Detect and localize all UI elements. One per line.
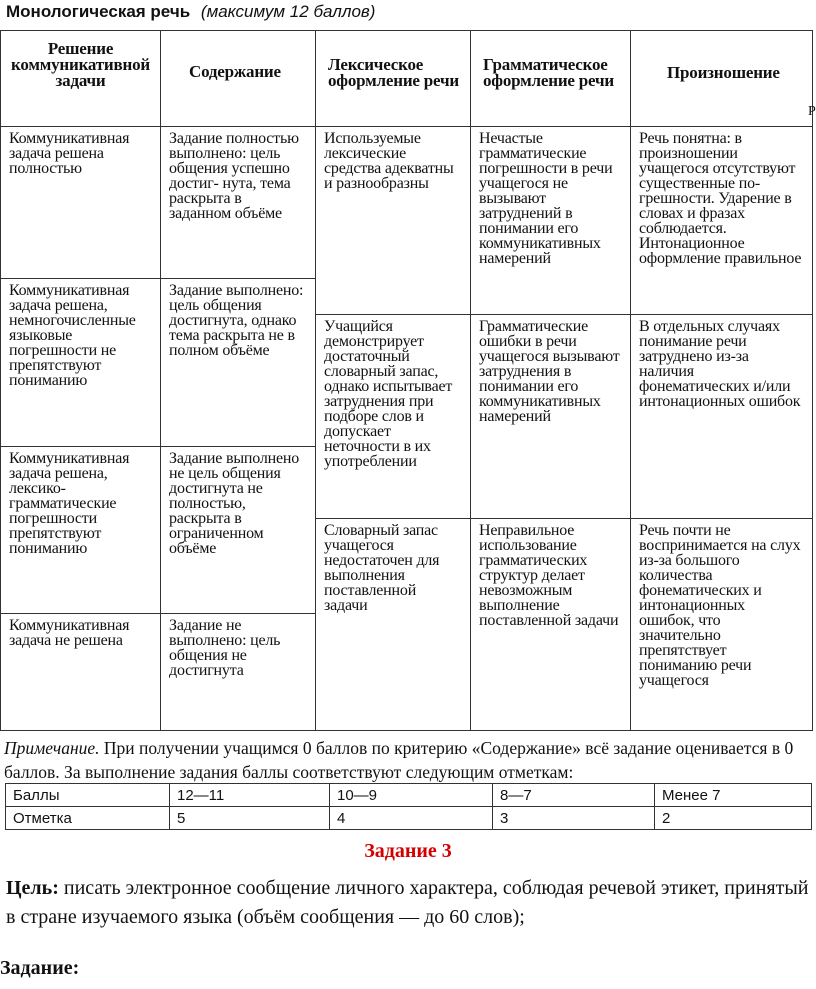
task-level-2: Коммуникативная задача решена, немногочисленные языковые погрешности не препятствуют пониманию xyxy=(1,279,161,447)
points-cell: 10—9 xyxy=(330,784,493,807)
points-cell: 8—7 xyxy=(493,784,655,807)
task-level-3: Коммуникативная задача решена, лексико-грамматические погрешности препятствуют пониманию xyxy=(1,447,161,614)
grade-row xyxy=(6,807,812,830)
pronunciation-level-2: В отдельных случаях понимание речи затруднено из-за наличия фонематических и/или интонационных ошибок xyxy=(631,315,813,519)
section-title xyxy=(6,2,375,22)
lexical-level-3: Словарный запас учащегося недостаточен для выполнения поставленной задачи xyxy=(316,519,471,731)
lexical-level-1: Используемые лексические средства адекватны и разнообразны xyxy=(316,127,471,315)
goal-label: Цель: xyxy=(6,877,59,899)
grade-cell: 4 xyxy=(330,807,493,830)
section-title-main: Монологическая речь xyxy=(6,2,191,21)
header-lexical: Лексическое оформление речи xyxy=(316,31,471,127)
points-cell: 12—11 xyxy=(170,784,330,807)
grade-cell: 3 xyxy=(493,807,655,830)
grammar-level-3: Неправильное использование грамматических структур делает невозможным выполнение поставленной задачи xyxy=(471,519,631,731)
task-level-1: Коммуникативная задача решена полностью xyxy=(1,127,161,279)
task3-goal xyxy=(6,874,811,932)
grade-cell: 2 xyxy=(655,807,812,830)
note xyxy=(4,736,816,784)
points-cell: Менее 7 xyxy=(655,784,812,807)
note-text: При получении учащимся 0 баллов по критерию «Содержание» всё задание оценивается в 0 баллов. За выполнение задания баллы соответствуют следующим отметкам: xyxy=(4,738,794,782)
points-row xyxy=(6,784,812,807)
lexical-level-2: Учащийся демонстрирует достаточный словарный запас, однако испытывает затруднения при подборе слов и допускает неточности в их употреблении xyxy=(316,315,471,519)
header-pronunciation: Произношение xyxy=(631,31,813,127)
header-grammar: Грамматическое оформление речи xyxy=(471,31,631,127)
section-title-subtitle: (максимум 12 баллов) xyxy=(200,2,376,21)
pronunciation-level-3: Речь почти не воспринимается на слух из-за большого количества фонематических и интонационных ошибок, что значительно препятствует пониманию речи учащегося xyxy=(631,519,813,731)
header-content: Содержание xyxy=(161,31,316,127)
task3-heading: Задание 3 xyxy=(364,840,452,862)
content-level-1: Задание полностью выполнено: цель общения успешно достиг- нута, тема раскрыта в заданном объёме xyxy=(161,127,316,279)
header-task: Решение коммуникативной задачи xyxy=(1,31,161,127)
pronunciation-level-1: Речь понятна: в произношении учащегося отсутствуют существенные по- грешности. Ударение в словах и фразах соблюдается. Интонационное оформление правильное xyxy=(631,127,813,315)
task-level-4: Коммуникативная задача не решена xyxy=(1,614,161,731)
grade-label: Отметка xyxy=(6,807,170,830)
content-level-2: Задание выполнено: цель общения достигнута, однако тема раскрыта не в полном объёме xyxy=(161,279,316,447)
cropped-edge-letter: Р xyxy=(808,104,816,119)
note-label: Примечание. xyxy=(4,738,100,758)
points-label: Баллы xyxy=(6,784,170,807)
points-table xyxy=(5,783,812,830)
criteria-table xyxy=(0,30,813,731)
grammar-level-2: Грамматические ошибки в речи учащегося вызывают затруднения в понимании его коммуникативных намерений xyxy=(471,315,631,519)
grade-cell: 5 xyxy=(170,807,330,830)
content-level-4: Задание не выполнено: цель общения не достигнута xyxy=(161,614,316,731)
goal-text: писать электронное сообщение личного характера, соблюдая речевой этикет, принятый в стране изучаемого языка (объём сообщения — до 60 слов); xyxy=(6,877,809,928)
content-level-3: Задание выполнено не цель общения достигнута не полностью, раскрыта в ограниченном объёме xyxy=(161,447,316,614)
assignment-label: Задание: xyxy=(0,957,80,979)
grammar-level-1: Нечастые грамматические погрешности в речи учащегося не вызывают затруднений в понимании его коммуникативных намерений xyxy=(471,127,631,315)
